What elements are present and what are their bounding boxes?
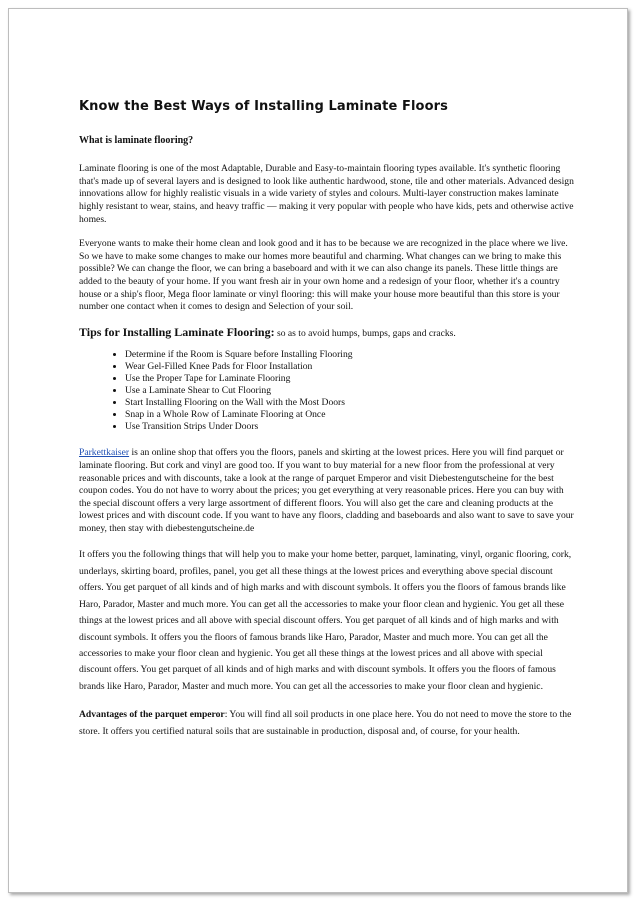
paragraph-shop	[79, 447, 575, 535]
list-item: • Determine if the Room is Square before Installing Flooring	[125, 349, 575, 361]
advantages-text: : You will find all soil products in one place here. You do not need to move the store to the store. It offers you certified natural soils that are sustainable in production, disposal and, of course, for your health.	[79, 709, 572, 737]
list-item: • Use the Proper Tape for Laminate Flooring	[125, 373, 575, 385]
paragraph-offers: It offers you the following things that will help you to make your home better, parquet, laminating, vinyl, organic flooring, cork, underlays, skirting board, profiles, panel, you get all these things at the lowest prices and everything above special discount offers. You get parquet of all kinds and of high marks and with discount symbols. It offers you the floors of famous brands like Haro, Parador, Master and much more. You can get all the accessories to make your floor clean and hygienic. You get all these things at the lowest prices and all above with special discount offers. You get parquet of all kinds and of high marks and with discount symbols. It offers you the floors of famous brands like Haro, Parador, Master and much more. You can get all the accessories to make your floor clean and hygienic. You get all these things at the lowest prices and all above with special discount offers. You get parquet of all kinds and of high marks and with discount symbols. It offers you the floors of famous brands like Haro, Parador, Master and much more. You can get all the accessories to make your floor clean and hygienic.	[79, 549, 572, 692]
parkettkaiser-link[interactable]: Parkettkaiser	[79, 447, 130, 459]
list-item: • Use Transition Strips Under Doors	[125, 421, 575, 433]
document-title: Know the Best Ways of Installing Laminate Floors	[79, 99, 448, 114]
list-item: • Use a Laminate Shear to Cut Flooring	[125, 385, 575, 397]
paragraph-home: Everyone wants to make their home clean and look good and it has to be because we are recognized in the place where we live. So we have to make some changes to make our homes more beautiful and charming. What changes can we bring to make this possible? We can change the floor, we can bring a baseboard and with it we can also change its panels. These little things are added to the beauty of your home. If you want fresh air in your own home and a redesign of your floor, whether it's a country house or a ship's floor, Mega floor laminate or vinyl flooring: this will make your house more beautiful than this store is your number one contact when it comes to design and Selection of your soil.	[79, 238, 568, 313]
paragraph-advantages	[79, 707, 575, 740]
list-item: • Wear Gel-Filled Knee Pads for Floor Installation	[125, 361, 575, 373]
tips-heading: Tips for Installing Laminate Flooring:	[79, 324, 275, 339]
document-page	[8, 8, 628, 893]
paragraph-shop-text: is an online shop that offers you the floors, panels and skirting at the lowest prices. Here you will find parquet or laminate flooring. But cork and vinyl are good too. If you want to buy material for a new floor from the professional at very reasonable prices and with discounts, take a look at the range of parquet Emperor and visit Diebestengutscheine for the best coupon codes. You do not have to worry about the prices; you get everything at very reasonable prices. Here you can buy with the special discount offers a very large assortment of different floors. You will also get the care and cleaning products at the lowest prices and with discount code. If you want to have any floors, cladding and baseboards and also want to save to save your money, then stay with diebestengutscheine.de	[79, 447, 574, 534]
list-item: • Snap in a Whole Row of Laminate Flooring at Once	[125, 409, 575, 421]
list-item: • Start Installing Flooring on the Wall with the Most Doors	[125, 397, 575, 409]
tips-list	[79, 349, 575, 433]
section-question: What is laminate flooring?	[79, 134, 194, 146]
tips-intro: so as to avoid humps, bumps, gaps and cracks.	[274, 327, 456, 339]
tips-heading-line	[79, 326, 575, 341]
document-body	[79, 101, 575, 752]
advantages-heading: Advantages of the parquet emperor	[79, 709, 225, 721]
paragraph-intro: Laminate flooring is one of the most Adaptable, Durable and Easy-to-maintain flooring types available. It's synthetic flooring that's made up of several layers and is designed to look like authentic hardwood, stone, tile and other materials. Advanced design innovations allow for highly realistic visuals in a wide variety of styles and colours. Multi-layer construction makes laminate highly resistant to wear, stains, and heavy traffic — making it very popular with people who have kids, pets and otherwise active homes.	[79, 163, 574, 225]
